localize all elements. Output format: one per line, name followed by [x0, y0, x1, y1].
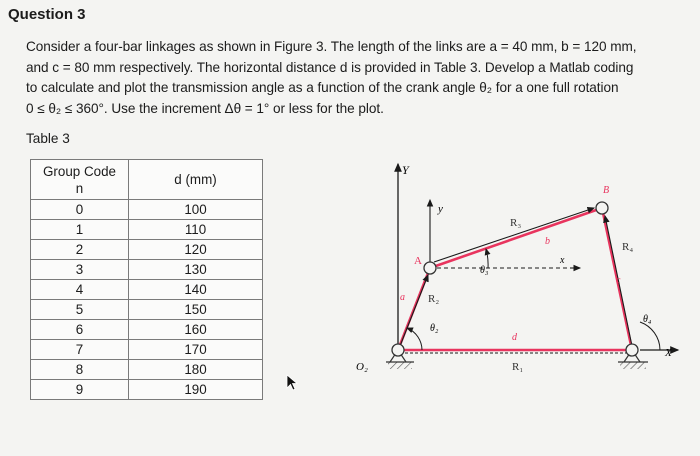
cell-d: 130 — [129, 260, 263, 280]
vector-R2 — [400, 275, 428, 346]
cell-n: 8 — [31, 360, 129, 380]
label-x: x — [560, 255, 565, 266]
ground-hatch-O2 — [388, 362, 412, 369]
table-row — [31, 360, 263, 380]
joint-A — [424, 262, 436, 274]
cell-d: 110 — [129, 220, 263, 240]
ground-hatch-O4 — [620, 362, 646, 369]
label-c: c — [616, 275, 621, 286]
theta2-arc — [407, 328, 422, 350]
label-a: a — [400, 292, 405, 303]
mouse-pointer-icon — [286, 374, 300, 392]
joint-O2 — [392, 344, 404, 356]
cell-d: 150 — [129, 300, 263, 320]
cell-n: 9 — [31, 380, 129, 400]
problem-line-4: 0 ≤ θ₂ ≤ 360°. Use the increment Δθ = 1° or less for the plot. — [26, 100, 384, 116]
label-y: y — [438, 203, 443, 215]
cell-n: 5 — [31, 300, 129, 320]
label-theta2: θ₂ — [430, 323, 439, 334]
cell-n: 7 — [31, 340, 129, 360]
label-b: b — [545, 236, 550, 247]
problem-line-1: Consider a four-bar linkages as shown in Figure 3. The length of the links are a = 40 mm, b = 120 mm, — [26, 39, 637, 54]
label-B: B — [603, 185, 610, 196]
cell-d: 180 — [129, 360, 263, 380]
label-R2: R₂ — [428, 293, 440, 305]
label-O2: O₂ — [356, 361, 368, 373]
label-Y: Y — [402, 163, 409, 177]
problem-line-2: and c = 80 mm respectively. The horizontal distance d is provided in Table 3. Develop a Matlab coding — [26, 59, 634, 75]
label-A: A — [414, 255, 422, 267]
cell-n: 1 — [31, 220, 129, 240]
cell-d: 160 — [129, 320, 263, 340]
label-R1: R₁ — [512, 361, 524, 373]
cell-d: 120 — [129, 240, 263, 260]
joint-O4 — [626, 344, 638, 356]
table-row — [31, 380, 263, 400]
table-row — [31, 260, 263, 280]
table-row — [31, 320, 263, 340]
cell-n: 0 — [31, 200, 129, 220]
problem-statement — [26, 37, 694, 119]
label-R4: R₄ — [622, 241, 634, 253]
theta4-arc — [640, 322, 660, 350]
cell-n: 3 — [31, 260, 129, 280]
table-row — [31, 220, 263, 240]
header-group-code-line1: Group Code — [43, 163, 116, 179]
cell-n: 6 — [31, 320, 129, 340]
four-bar-linkage-figure — [340, 150, 695, 450]
cell-d: 140 — [129, 280, 263, 300]
table-row — [31, 280, 263, 300]
header-group-code — [31, 160, 129, 200]
label-X: X — [665, 347, 672, 359]
label-R3: R₃ — [510, 217, 522, 229]
table-row — [31, 340, 263, 360]
cell-n: 2 — [31, 240, 129, 260]
label-d: d — [512, 332, 517, 343]
table-row — [31, 300, 263, 320]
cell-n: 4 — [31, 280, 129, 300]
label-theta3: θ₃ — [480, 265, 489, 276]
cell-d: 100 — [129, 200, 263, 220]
header-d: d (mm) — [129, 160, 263, 200]
label-theta4: θ₄ — [643, 314, 652, 325]
table-title: Table 3 — [26, 131, 70, 146]
joint-B — [596, 202, 608, 214]
header-group-code-line2: n — [75, 180, 84, 196]
problem-line-3: to calculate and plot the transmission angle as a function of the crank angle θ₂ for a one full rotation — [26, 80, 619, 95]
table-row — [31, 200, 263, 220]
cell-d: 190 — [129, 380, 263, 400]
cell-d: 170 — [129, 340, 263, 360]
group-distance-table — [30, 159, 263, 400]
question-heading: Question 3 — [8, 6, 86, 23]
table-row — [31, 240, 263, 260]
